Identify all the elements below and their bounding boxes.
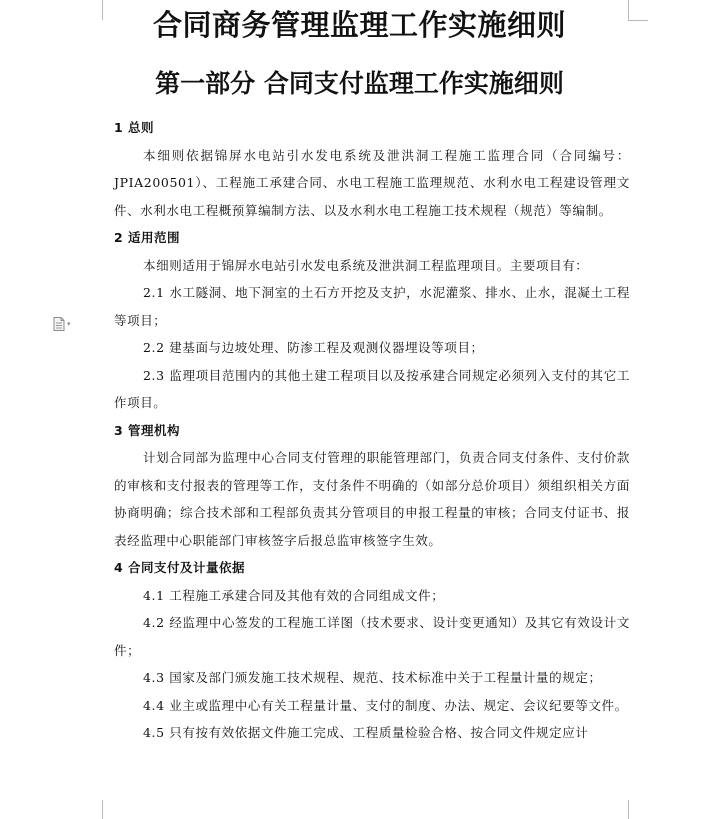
section-paragraph: 4.2 经监理中心签发的工程施工详图（技术要求、设计变更通知）及其它有效设计文件； [114,615,630,658]
section-paragraph: 4.5 只有按有效依据文件施工完成、工程质量检验合格、按合同文件规定应计 [143,725,589,740]
document-icon [53,317,65,331]
section-paragraph: 4.4 业主或监理中心有关工程量计量、支付的制度、办法、规定、会议纪要等文件。 [143,697,628,713]
section-paragraph: 4.3 国家及部门颁发施工技术规程、规范、技术标准中关于工程量计量的规定； [143,670,602,685]
crop-mark-bottom-left-v [102,800,103,819]
section-heading: 4 合同支付及计量依据 [114,560,246,575]
margin-document-icon[interactable] [53,316,77,332]
section-heading: 2 适用范围 [114,230,181,245]
section-paragraph: 2.1 水工隧洞、地下洞室的土石方开挖及支护，水泥灌浆、排水、止水，混凝土工程等项目； [114,285,630,328]
section-paragraph: 2.3 监理项目范围内的其他土建工程项目以及按承建合同规定必须列入支付的其它工作项目。 [114,367,630,410]
section-paragraph: 计划合同部为监理中心合同支付管理的职能管理部门，负责合同支付条件、支付价款的审核和支付报表的管理等工作，支付条件不明确的（如部分总价项目）须组织相关方面协商明确；综合技术部和工程部负责其分管项目的申报工程量的审核；合同支付证书、报表经监理中心职能部门审核签字后报总监审核签字生效。 [114,450,630,548]
section-heading: 1 总则 [114,120,155,135]
document-subtitle: 第一部分 合同支付监理工作实施细则 [155,69,564,98]
crop-mark-bottom-right-v [628,800,629,819]
chevron-down-icon: ▾ [67,320,71,328]
document-body [114,114,630,747]
section-paragraph: 本细则依据锦屏水电站引水发电系统及泄洪洞工程施工监理合同（合同编号：JPIA200501）、工程施工承建合同、水电工程施工监理规范、水利水电工程建设管理文件、水利水电工程概预算编制方法、以及水利水电工程施工技术规程（规范）等编制。 [114,147,630,218]
section-heading: 3 管理机构 [114,422,181,438]
section-paragraph: 4.1 工程施工承建合同及其他有效的合同组成文件； [143,587,445,603]
section-paragraph: 2.2 建基面与边坡处理、防渗工程及观测仪器埋设等项目； [143,340,484,355]
section-paragraph: 本细则适用于锦屏水电站引水发电系统及泄洪洞工程监理项目。主要项目有： [143,257,589,273]
document-title: 合同商务管理监理工作实施细则 [152,8,566,42]
